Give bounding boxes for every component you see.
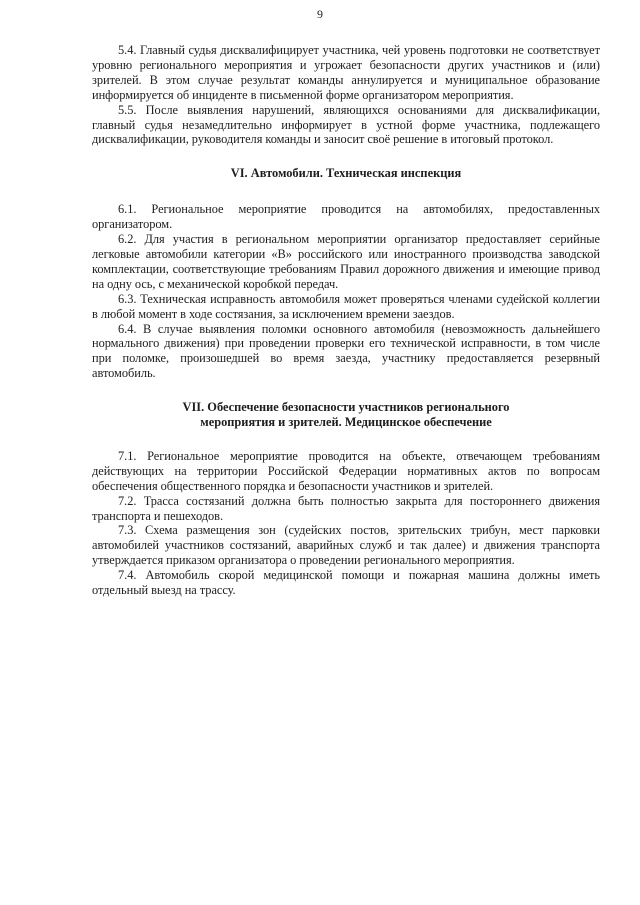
paragraph-6-4: 6.4. В случае выявления поломки основного автомобиля (невозможность дальнейшего нормального движения) при проведении проверки его технической исправности, в том числе при поломке, произошедшей во время заезда, участнику предоставляется резервный автомобиль. (92, 321, 600, 381)
section-7-heading (92, 400, 600, 430)
paragraph-7-1: 7.1. Региональное мероприятие проводится на объекте, отвечающем требованиям действующих на территории Российской Федерации нормативных актов по вопросам обеспечения общественного порядка и безопасности участников и зрителей. (92, 448, 600, 493)
section-7-heading-line-2: мероприятия и зрителей. Медицинское обеспечение (200, 415, 492, 430)
paragraph-5-4: 5.4. Главный судья дисквалифицирует участника, чей уровень подготовки не соответствует уровню регионального мероприятия и угрожает безопасности других участников и (или) зрителей. В этом случае результат команды аннулируется и муниципальное образование информируется об инциденте в письменной форме организатором мероприятия. (92, 43, 600, 102)
paragraph-6-3: 6.3. Техническая исправность автомобиля может проверяться членами судейской коллегии в любой момент в ходе состязания, за исключением времени заездов. (92, 291, 600, 321)
section-7-heading-line-1: VII. Обеспечение безопасности участников регионального (182, 400, 510, 415)
paragraph-5-5: 5.5. После выявления нарушений, являющихся основаниями для дисквалификации, главный судья незамедлительно информирует в устной форме участника, подлежащего дисквалификации, руководителя команды и заносит своё решение в итоговый протокол. (92, 102, 600, 147)
paragraph-6-1: 6.1. Региональное мероприятие проводится на автомобилях, предоставленных организатором. (92, 202, 600, 232)
page-number: 9 (317, 7, 323, 21)
paragraph-7-3: 7.3. Схема размещения зон (судейских постов, зрительских трибун, мест парковки автомобилей участников состязаний, аварийных служб и так далее) и движения транспорта утверждается приказом организатора о проведении регионального мероприятия. (92, 523, 600, 568)
paragraph-7-4: 7.4. Автомобиль скорой медицинской помощи и пожарная машина должны иметь отдельный выезд на трассу. (92, 568, 600, 598)
section-6-heading: VI. Автомобили. Техническая инспекция (230, 166, 462, 181)
paragraph-7-2: 7.2. Трасса состязаний должна быть полностью закрыта для постороннего движения транспорта и пешеходов. (92, 493, 600, 523)
document-body (92, 43, 600, 598)
paragraph-6-2: 6.2. Для участия в региональном мероприятии организатор предоставляет серийные легковые автомобили категории «В» российского или иностранного производства заводской комплектации, соответствующие требованиям Правил дорожного движения и имеющие привод на одну ось, с механической коробкой передач. (92, 232, 600, 291)
